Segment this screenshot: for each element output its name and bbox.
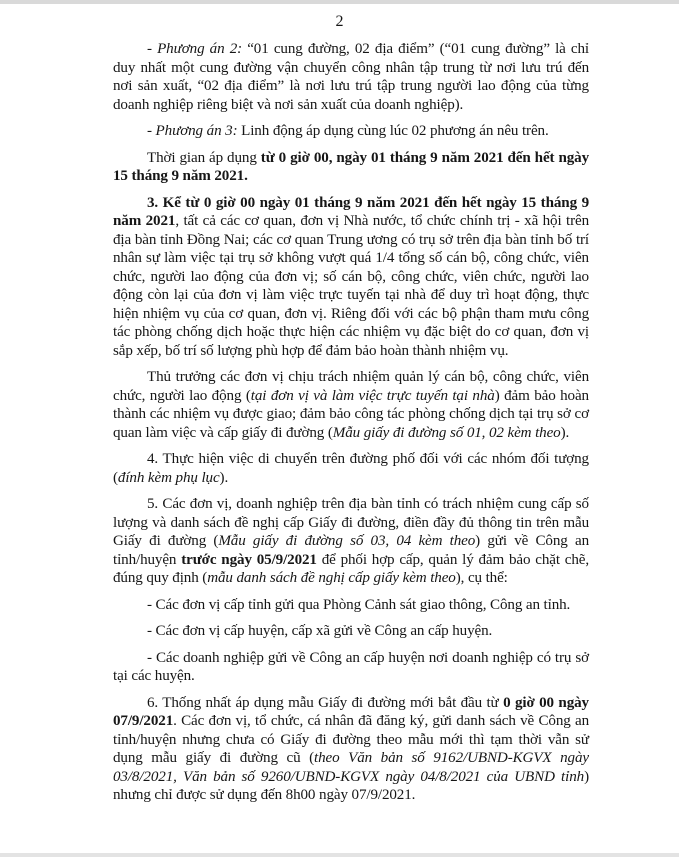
paragraph-apply-time: Thời gian áp dụng từ 0 giờ 00, ngày 01 tháng 9 năm 2021 đến hết ngày 15 tháng 9 năm 2021. xyxy=(113,149,590,184)
paragraph-bullet-district-units: - Các đơn vị cấp huyện, cấp xã gửi về Công an cấp huyện. xyxy=(147,623,493,639)
scan-top-edge xyxy=(0,0,679,4)
paragraph-option-3: - Phương án 3: Linh động áp dụng cùng lúc 02 phương án nêu trên. xyxy=(147,123,549,139)
paragraph-bullet-province-units: - Các đơn vị cấp tỉnh gửi qua Phòng Cảnh sát giao thông, Công an tỉnh. xyxy=(147,596,571,613)
scan-bottom-edge xyxy=(0,853,679,857)
paragraph-item-3: 3. Kể từ 0 giờ 00 ngày 01 tháng 9 năm 2021 đến hết ngày 15 tháng 9 năm 2021, tất cả các cơ quan, đơn vị Nhà nước, tổ chức chính trị - xã hội trên địa bàn tỉnh Đồng Nai; các cơ quan Trung ương có trụ sở trên địa bàn tỉnh bố trí nhân sự làm việc tại trụ sở không vượt quá 1/4 tổng số cán bộ, công chức, viên chức, người lao động của đơn vị; số cán bộ, công chức, viên chức, người lao động còn lại của đơn vị làm việc trực tuyến tại nhà để duy trì hoạt động, thực hiện nhiệm vụ của cơ quan, đơn vị. Riêng đối với các bộ phận tham mưu công tác phòng chống dịch hoặc thực hiện các nhiệm vụ đặc biệt do cơ quan, đơn vị sắp xếp, bố trí số lượng phù hợp để đảm bảo hoàn thành nhiệm vụ. xyxy=(113,194,589,359)
paragraph-item-4: 4. Thực hiện việc di chuyển trên đường phố đối với các nhóm đối tượng (đính kèm phụ lục). xyxy=(113,451,589,486)
option-3-label: - Phương án 3: xyxy=(147,123,238,139)
paragraph-bullet-enterprises: - Các doanh nghiệp gửi về Công an cấp huyện nơi doanh nghiệp có trụ sở tại các huyện. xyxy=(113,649,589,684)
page-number: 2 xyxy=(335,13,344,30)
paragraph-option-2: - Phương án 2: “01 cung đường, 02 địa điểm” (“01 cung đường” là chỉ duy nhất một cung đường vận chuyển công nhân tập trung từ nơi lưu trú đến nơi sản xuất, “02 địa điểm” là nơi lưu trú tập trung người lao động của từng doanh nghiệp riêng biệt và nơi sản xuất của doanh nghiệp). xyxy=(113,41,590,113)
document-body xyxy=(113,40,589,811)
paragraph-item-5: 5. Các đơn vị, doanh nghiệp trên địa bàn tỉnh có trách nhiệm cung cấp số lượng và danh sách đề nghị cấp Giấy đi đường, điền đầy đủ thông tin trên mẫu Giấy đi đường (Mẫu giấy đi đường số 03, 04 kèm theo) gửi về Công an tỉnh/huyện trước ngày 05/9/2021 để phối hợp cấp, quản lý đảm bảo chặt chẽ, đúng quy định (mẫu danh sách đề nghị cấp giấy kèm theo), cụ thể: xyxy=(113,496,589,586)
paragraph-item-6: 6. Thống nhất áp dụng mẫu Giấy đi đường mới bắt đầu từ 0 giờ 00 ngày 07/9/2021. Các đơn vị, tổ chức, cá nhân đã đăng ký, gửi danh sách về Công an tỉnh/huyện nhưng chưa có Giấy đi đường theo mẫu mới thì tạm thời vẫn sử dụng mẫu giấy đi đường cũ (theo Văn bản số 9162/UBND-KGVX ngày 03/8/2021, Văn bản số 9260/UBND-KGVX ngày 04/8/2021 của UBND tỉnh) nhưng chỉ được sử dụng đến 8h00 ngày 07/9/2021. xyxy=(113,694,589,803)
option-2-label: - Phương án 2: xyxy=(147,41,243,57)
paragraph-heads-responsibility: Thủ trưởng các đơn vị chịu trách nhiệm quản lý cán bộ, công chức, viên chức, người lao động (tại đơn vị và làm việc trực tuyến tại nhà) đảm bảo hoàn thành các nhiệm vụ được giao; đảm bảo công tác phòng chống dịch tại trụ sở cơ quan làm việc và cấp giấy đi đường (Mẫu giấy đi đường số 01, 02 kèm theo). xyxy=(113,369,589,441)
